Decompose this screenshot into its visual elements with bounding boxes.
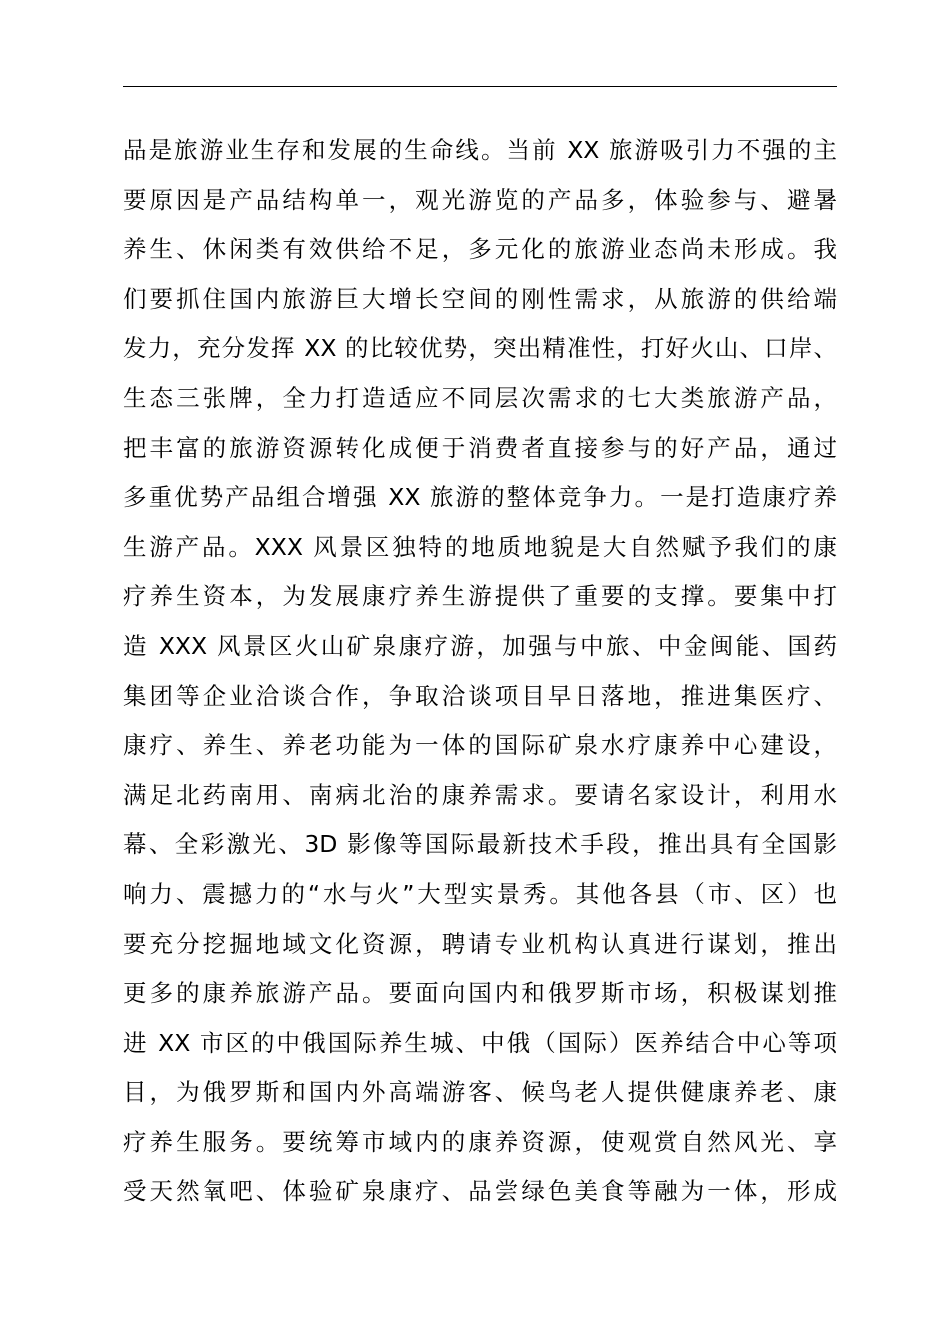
text-line: 受天然氧吧、体验矿泉康疗、品尝绿色美食等融为一体，形成 — [123, 1177, 837, 1206]
text-line: 品是旅游业生存和发展的生命线。当前 XX 旅游吸引力不强的主 — [123, 136, 837, 164]
text-line: 幕、全彩激光、3D 影像等国际最新技术手段，推出具有全国影 — [123, 830, 837, 859]
text-line: 响力、震撼力的“水与火”大型实景秀。其他各县（市、区）也 — [123, 879, 837, 908]
text-line: 康疗、养生、养老功能为一体的国际矿泉水疗康养中心建设， — [123, 731, 837, 760]
text-line: 生态三张牌，全力打造适应不同层次需求的七大类旅游产品， — [123, 383, 837, 412]
text-line: 把丰富的旅游资源转化成便于消费者直接参与的好产品，通过 — [123, 433, 837, 462]
text-line: 目，为俄罗斯和国内外高端游客、候鸟老人提供健康养老、康 — [123, 1078, 837, 1107]
text-line: 疗养生资本，为发展康疗养生游提供了重要的支撑。要集中打 — [123, 582, 837, 611]
text-line: 要原因是产品结构单一，观光游览的产品多，体验参与、避暑 — [123, 185, 837, 214]
text-line: 生游产品。XXX 风景区独特的地质地貌是大自然赋予我们的康 — [123, 532, 837, 561]
text-line: 发力，充分发挥 XX 的比较优势，突出精准性，打好火山、口岸、 — [123, 334, 837, 363]
text-line: 养生、休闲类有效供给不足，多元化的旅游业态尚未形成。我 — [123, 235, 837, 264]
body-paragraph — [123, 126, 837, 1217]
text-line: 满足北药南用、南病北治的康养需求。要请名家设计，利用水 — [123, 780, 837, 809]
text-line: 疗养生服务。要统筹市域内的康养资源，使观赏自然风光、享 — [123, 1127, 837, 1156]
text-line: 们要抓住国内旅游巨大增长空间的刚性需求，从旅游的供给端 — [123, 284, 837, 313]
text-line: 要充分挖掘地域文化资源，聘请专业机构认真进行谋划，推出 — [123, 929, 837, 958]
text-line: 进 XX 市区的中俄国际养生城、中俄（国际）医养结合中心等项 — [123, 1028, 837, 1057]
text-line: 多重优势产品组合增强 XX 旅游的整体竞争力。一是打造康疗养 — [123, 483, 837, 512]
text-line: 更多的康养旅游产品。要面向国内和俄罗斯市场，积极谋划推 — [123, 979, 837, 1008]
text-line: 集团等企业洽谈合作，争取洽谈项目早日落地，推进集医疗、 — [123, 681, 837, 710]
header-rule — [123, 86, 837, 87]
text-line: 造 XXX 风景区火山矿泉康疗游，加强与中旅、中金闽能、国药 — [123, 631, 837, 660]
